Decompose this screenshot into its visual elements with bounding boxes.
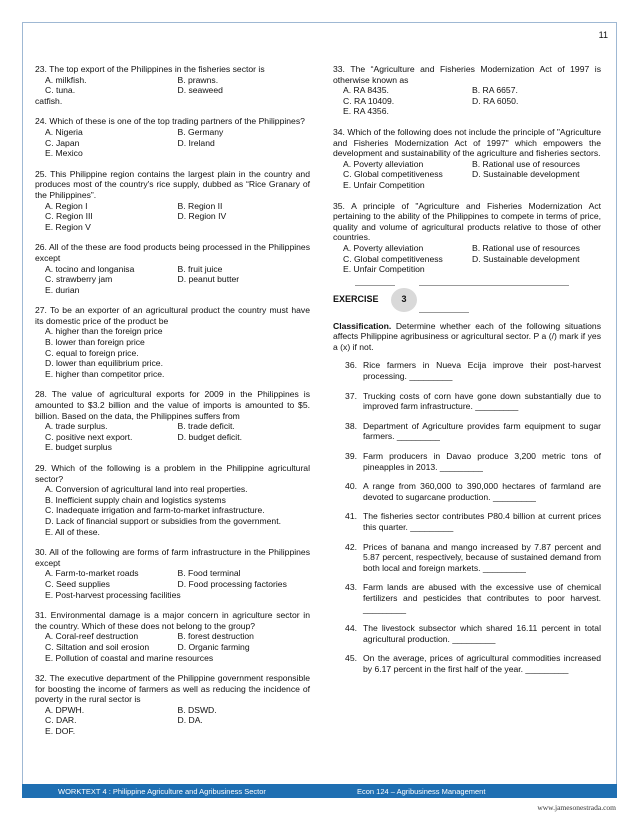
question [35,463,310,537]
question [35,169,310,233]
option: C. Siltation and soil erosion [45,641,150,652]
option: A. Conversion of agricultural land into real properties. [45,484,248,495]
option: E. budget surplus [45,442,112,453]
option: E. Pollution of coastal and marine resources [45,652,214,663]
option: D. Region IV [177,211,227,222]
option-continuation: catfish. [35,95,63,106]
list-item [333,391,601,412]
question [35,547,310,600]
option: B. Germany [177,126,224,137]
option: E. DOF. [45,726,76,737]
option: C. equal to foreign price. [45,347,139,358]
option: A. Coral-reef destruction [45,631,139,642]
question [35,673,310,737]
classification-heading: Classification. [333,320,392,331]
option: C. Global competitiveness [343,169,443,180]
right-column [333,64,601,684]
left-column [35,64,310,747]
option: D. Lack of financial support or subsidies from the government. [45,515,281,526]
item-text: Department of Agriculture provides farm equipment to sugar farmers. _________ [363,420,601,442]
option: C. DAR. [45,715,77,726]
item-text: The fisheries sector contributes P80.4 billion at current prices this quarter. _________ [363,511,601,532]
question [333,127,601,191]
option: D. DA. [177,715,203,726]
item-number: 40. [345,481,357,492]
option: A. Region I [45,200,88,211]
footer-bar [22,784,617,798]
item-text: On the average, prices of agricultural commodities increased by 6.17 percent in the first half of the year. _________ [363,653,601,674]
exercise-label: EXERCISE [333,293,379,304]
option: D. peanut butter [177,274,240,285]
list-item [333,542,601,574]
option: C. positive next export. [45,431,133,442]
option: E. Mexico [45,148,83,159]
option: B. Rational use of resources [472,242,580,253]
item-text: A range from 360,000 to 390,000 hectares of farmland are devoted to sugarcane production. _________ [363,481,601,502]
option: E. Post-harvest processing facilities [45,589,181,600]
option: A. milkfish. [45,74,87,85]
question [35,305,310,379]
option: B. RA 6657. [472,85,518,96]
item-text: The livestock subsector which shared 16.11 percent in total agricultural production. _________ [363,623,601,644]
option: C. Inadequate irrigation and farm-to-market infrastructure. [45,505,265,516]
option: A. RA 8435. [343,85,389,96]
option: C. Global competitiveness [343,253,443,264]
classification-text: Determine whether each of the following situations affects Philippine agribusiness or agricultural sector. P a (/) mark if yes a (x) if not. [333,320,601,352]
exercise-number-badge: 3 [391,288,417,312]
option: A. Nigeria [45,126,83,137]
option: E. higher than competitor price. [45,368,165,379]
list-item [333,451,601,472]
list-item [333,653,601,674]
option: C. tuna. [45,85,76,96]
item-number: 44. [345,623,357,634]
question-stem: 24. Which of these is one of the top trading partners of the Philippines? [35,116,305,127]
question-stem: 35. A principle of "Agriculture and Fisheries Modernization Act pertaining to the ability of the Philippines to compete in terms of price, quality and volume of agricultural products relative to those of other countries. [333,200,601,243]
item-number: 42. [345,541,357,552]
item-text: Trucking costs of corn have gone down substantially due to improved farm infrastructure. _________ [363,390,601,412]
question [35,64,310,106]
option: E. Unfair Competition [343,179,425,190]
question [333,201,601,275]
option: B. forest destruction [177,631,254,642]
question-stem: 30. All of the following are forms of farm infrastructure in the Philippines except [35,547,310,568]
question-stem: 23. The top export of the Philippines in the fisheries sector is [35,64,265,74]
list-item [333,360,601,381]
option: A. tocino and longanisa [45,263,135,274]
option: C. Region III [45,211,93,222]
item-number: 38. [345,420,357,431]
divider [419,312,469,313]
item-text: Farm producers in Davao produce 3,200 metric tons of pineapples in 2013. _________ [363,451,601,472]
question-stem: 27. To be an exporter of an agricultural product the country must have its domestic price of the product be [35,305,310,326]
divider [419,285,569,286]
website-url: www.jamesonestrada.com [537,803,616,812]
question-stem: 25. This Philippine region contains the largest plain in the country and produces most of the country's rice supply, dubbed as “Rice Granary of the Philippines”. [35,168,310,200]
list-item [333,481,601,502]
option: A. higher than the foreign price [45,326,163,337]
option: D. Sustainable development [472,169,580,180]
footer-course-title: Econ 124 – Agribusiness Management [357,786,486,796]
option: D. Food processing factories [177,578,287,589]
option: C. strawberry jam [45,274,113,285]
item-number: 41. [345,511,357,522]
option: C. RA 10409. [343,95,395,106]
option: D. lower than equilibrium price. [45,358,163,369]
option: E. durian [45,284,80,295]
option: B. Inefficient supply chain and logistics systems [45,494,226,505]
option: E. Unfair Competition [343,264,425,275]
option: E. All of these. [45,526,100,537]
option: D. Sustainable development [472,253,580,264]
option: E. Region V [45,221,91,232]
question-stem: 28. The value of agricultural exports for 2009 in the Philippines is amounted to $3.2 billion and the value of imports is amounted to $5. billion. Based on the data, the Philippines suffers from [35,389,310,421]
item-number: 36. [345,360,357,371]
item-text: Farm lands are abused with the excessive use of chemical fertilizers and pesticides that contributes to poor harvest. _________ [363,582,601,614]
item-number: 39. [345,451,357,462]
question [35,242,310,295]
list-item [333,623,601,644]
option: A. DPWH. [45,704,85,715]
option: B. Rational use of resources [472,158,580,169]
list-item [333,582,601,614]
item-text: Rice farmers in Nueva Ecija improve their post-harvest processing. _________ [363,360,601,382]
exercise-header [333,285,601,315]
option: C. Japan [45,137,80,148]
classification-instructions [333,321,601,353]
question-stem: 31. Environmental damage is a major concern in agriculture sector in the country. Which of these does not belong to the group? [35,610,310,631]
option: B. DSWD. [177,704,217,715]
list-item [333,511,601,532]
item-number: 37. [345,390,357,401]
classification-items [333,360,601,674]
item-number: 43. [345,582,357,593]
option: D. Organic farming [177,641,250,652]
option: D. budget deficit. [177,431,242,442]
option: C. Seed supplies [45,578,110,589]
option: B. Food terminal [177,568,241,579]
question [35,389,310,453]
item-text: Prices of banana and mango increased by 7.87 percent and 5.87 percent, respectively, because of sustained demand from both local and foreign markets. _________ [363,541,601,573]
question [35,610,310,663]
option: B. fruit juice [177,263,223,274]
question-stem: 33. The “Agriculture and Fisheries Modernization Act of 1997 is otherwise known as [333,64,601,85]
option: E. RA 4356. [343,106,389,117]
question-stem: 26. All of the these are food products being processed in the Philippines except [35,242,310,263]
item-number: 45. [345,653,357,664]
question-stem: 34. Which of the following does not include the principle of "Agriculture and Fisheries Modernization Act of 1997" which empowers the development and sustainability of the agriculture and fisheries sectors. [333,126,601,159]
question-stem: 32. The executive department of the Philippine government responsible for boosting the income of farmers as well as reducing the incidence of poverty in the rural sector is [35,673,310,705]
divider [355,285,395,286]
option: B. prawns. [177,74,219,85]
option: A. Poverty alleviation [343,242,424,253]
option: B. lower than foreign price [45,337,145,348]
footer-worktext-title: WORKTEXT 4 : Philippine Agriculture and Agribusiness Sector [58,786,266,796]
question [333,64,601,117]
question-stem: 29. Which of the following is a problem in the Philippine agricultural sector? [35,463,310,484]
option: D. RA 6050. [472,95,519,106]
option: D. Ireland [177,137,215,148]
option: D. seaweed [177,85,223,96]
list-item [333,421,601,442]
option: B. trade deficit. [177,421,235,432]
option: A. Poverty alleviation [343,158,424,169]
question [35,116,310,158]
option: B. Region II [177,200,223,211]
option: A. Farm-to-market roads [45,568,139,579]
page-number: 11 [598,30,608,40]
option: A. trade surplus. [45,421,108,432]
